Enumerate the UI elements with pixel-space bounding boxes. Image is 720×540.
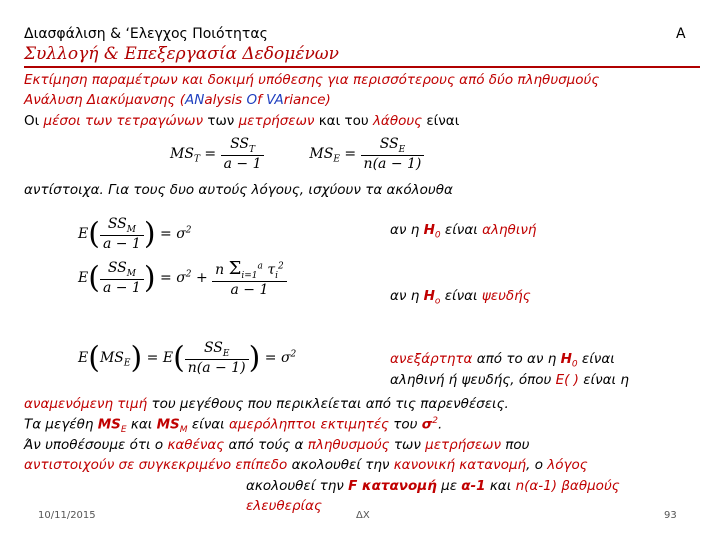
line-normal: αντιστοιχούν σε συγκεκριμένο επίπεδο ακολουθεί την κανονική κατανομή, ο λόγος [24, 457, 588, 473]
line-assumption: Άν υποθέσουμε ότι ο καθένας από τούς α πληθυσμούς των μετρήσεων που [24, 437, 530, 453]
line-freedom: ελευθερίας [246, 498, 322, 514]
footer-date: 10/11/2015 [38, 510, 96, 521]
section-letter: A [676, 26, 686, 42]
footer-author: ΔΧ [356, 510, 370, 521]
equation-mean-squares: $MS_T$ = $\frac{SS_T}{a - 1}$ $MS_E$ = $\frac{SS_E}{n(a - 1)}$ [170, 136, 424, 172]
line-estimation: Εκτίμηση παραμέτρων και δοκιμή υπόθεσης για περισσότερους από δύο πληθυσμούς [24, 72, 600, 88]
condition-independent: ανεξάρτητα από το αν η $H_0$ είναι [390, 351, 615, 370]
line-f-distribution: ακολουθεί την F κατανομή με α-1 και n(α-1) βαθμούς [246, 478, 620, 494]
line-expected-value: αναμενόμενη τιμή του μεγέθους που περικλείεται από τις παρενθέσεις. [24, 396, 509, 412]
equation-expectation-false: E( $\frac{SS_M}{a - 1}$ ) = $\sigma^2$ + $\frac{n \Sigma_{i=1}^a \tau_i^2}{a - 1}$ [78, 258, 287, 298]
equation-expectation-error: $E(MS_E) = E$( $\frac{SS_E}{n(a - 1)}$ ) = $\sigma^2$ [78, 340, 297, 376]
slide-title: Συλλογή & Επεξεργασία Δεδομένων [24, 44, 339, 64]
condition-true: αν η $H_0$ είναι αληθινή [390, 222, 537, 241]
line-anova: Ανάλυση Διακύμανσης (ANalysis Of VAriance) [24, 92, 331, 108]
condition-false: αν η $H_o$ είναι ψευδής [390, 288, 531, 307]
title-rule [24, 66, 700, 68]
equation-expectation-true: E( $\frac{SS_M}{a - 1}$ ) = $\sigma^2$ [78, 216, 192, 252]
footer-page-number: 93 [664, 510, 677, 521]
course-title: Διασφάλιση & ‘Ελεγχος Ποιότητας [24, 26, 268, 42]
line-unbiased: Τα μεγέθη $MS_E$ και $MS_M$ είναι αμερόληπτοι εκτιμητές του $\sigma^2$. [24, 416, 443, 436]
line-mean-squares: Οι μέσοι των τετραγώνων των μετρήσεων και του λάθους είναι [24, 113, 460, 129]
line-respectively: αντίστοιχα. Για τους δυο αυτούς λόγους, ισχύουν τα ακόλουθα [24, 182, 453, 198]
condition-expected: αληθινή ή ψευδής, όπου E( ) είναι η [390, 372, 629, 388]
